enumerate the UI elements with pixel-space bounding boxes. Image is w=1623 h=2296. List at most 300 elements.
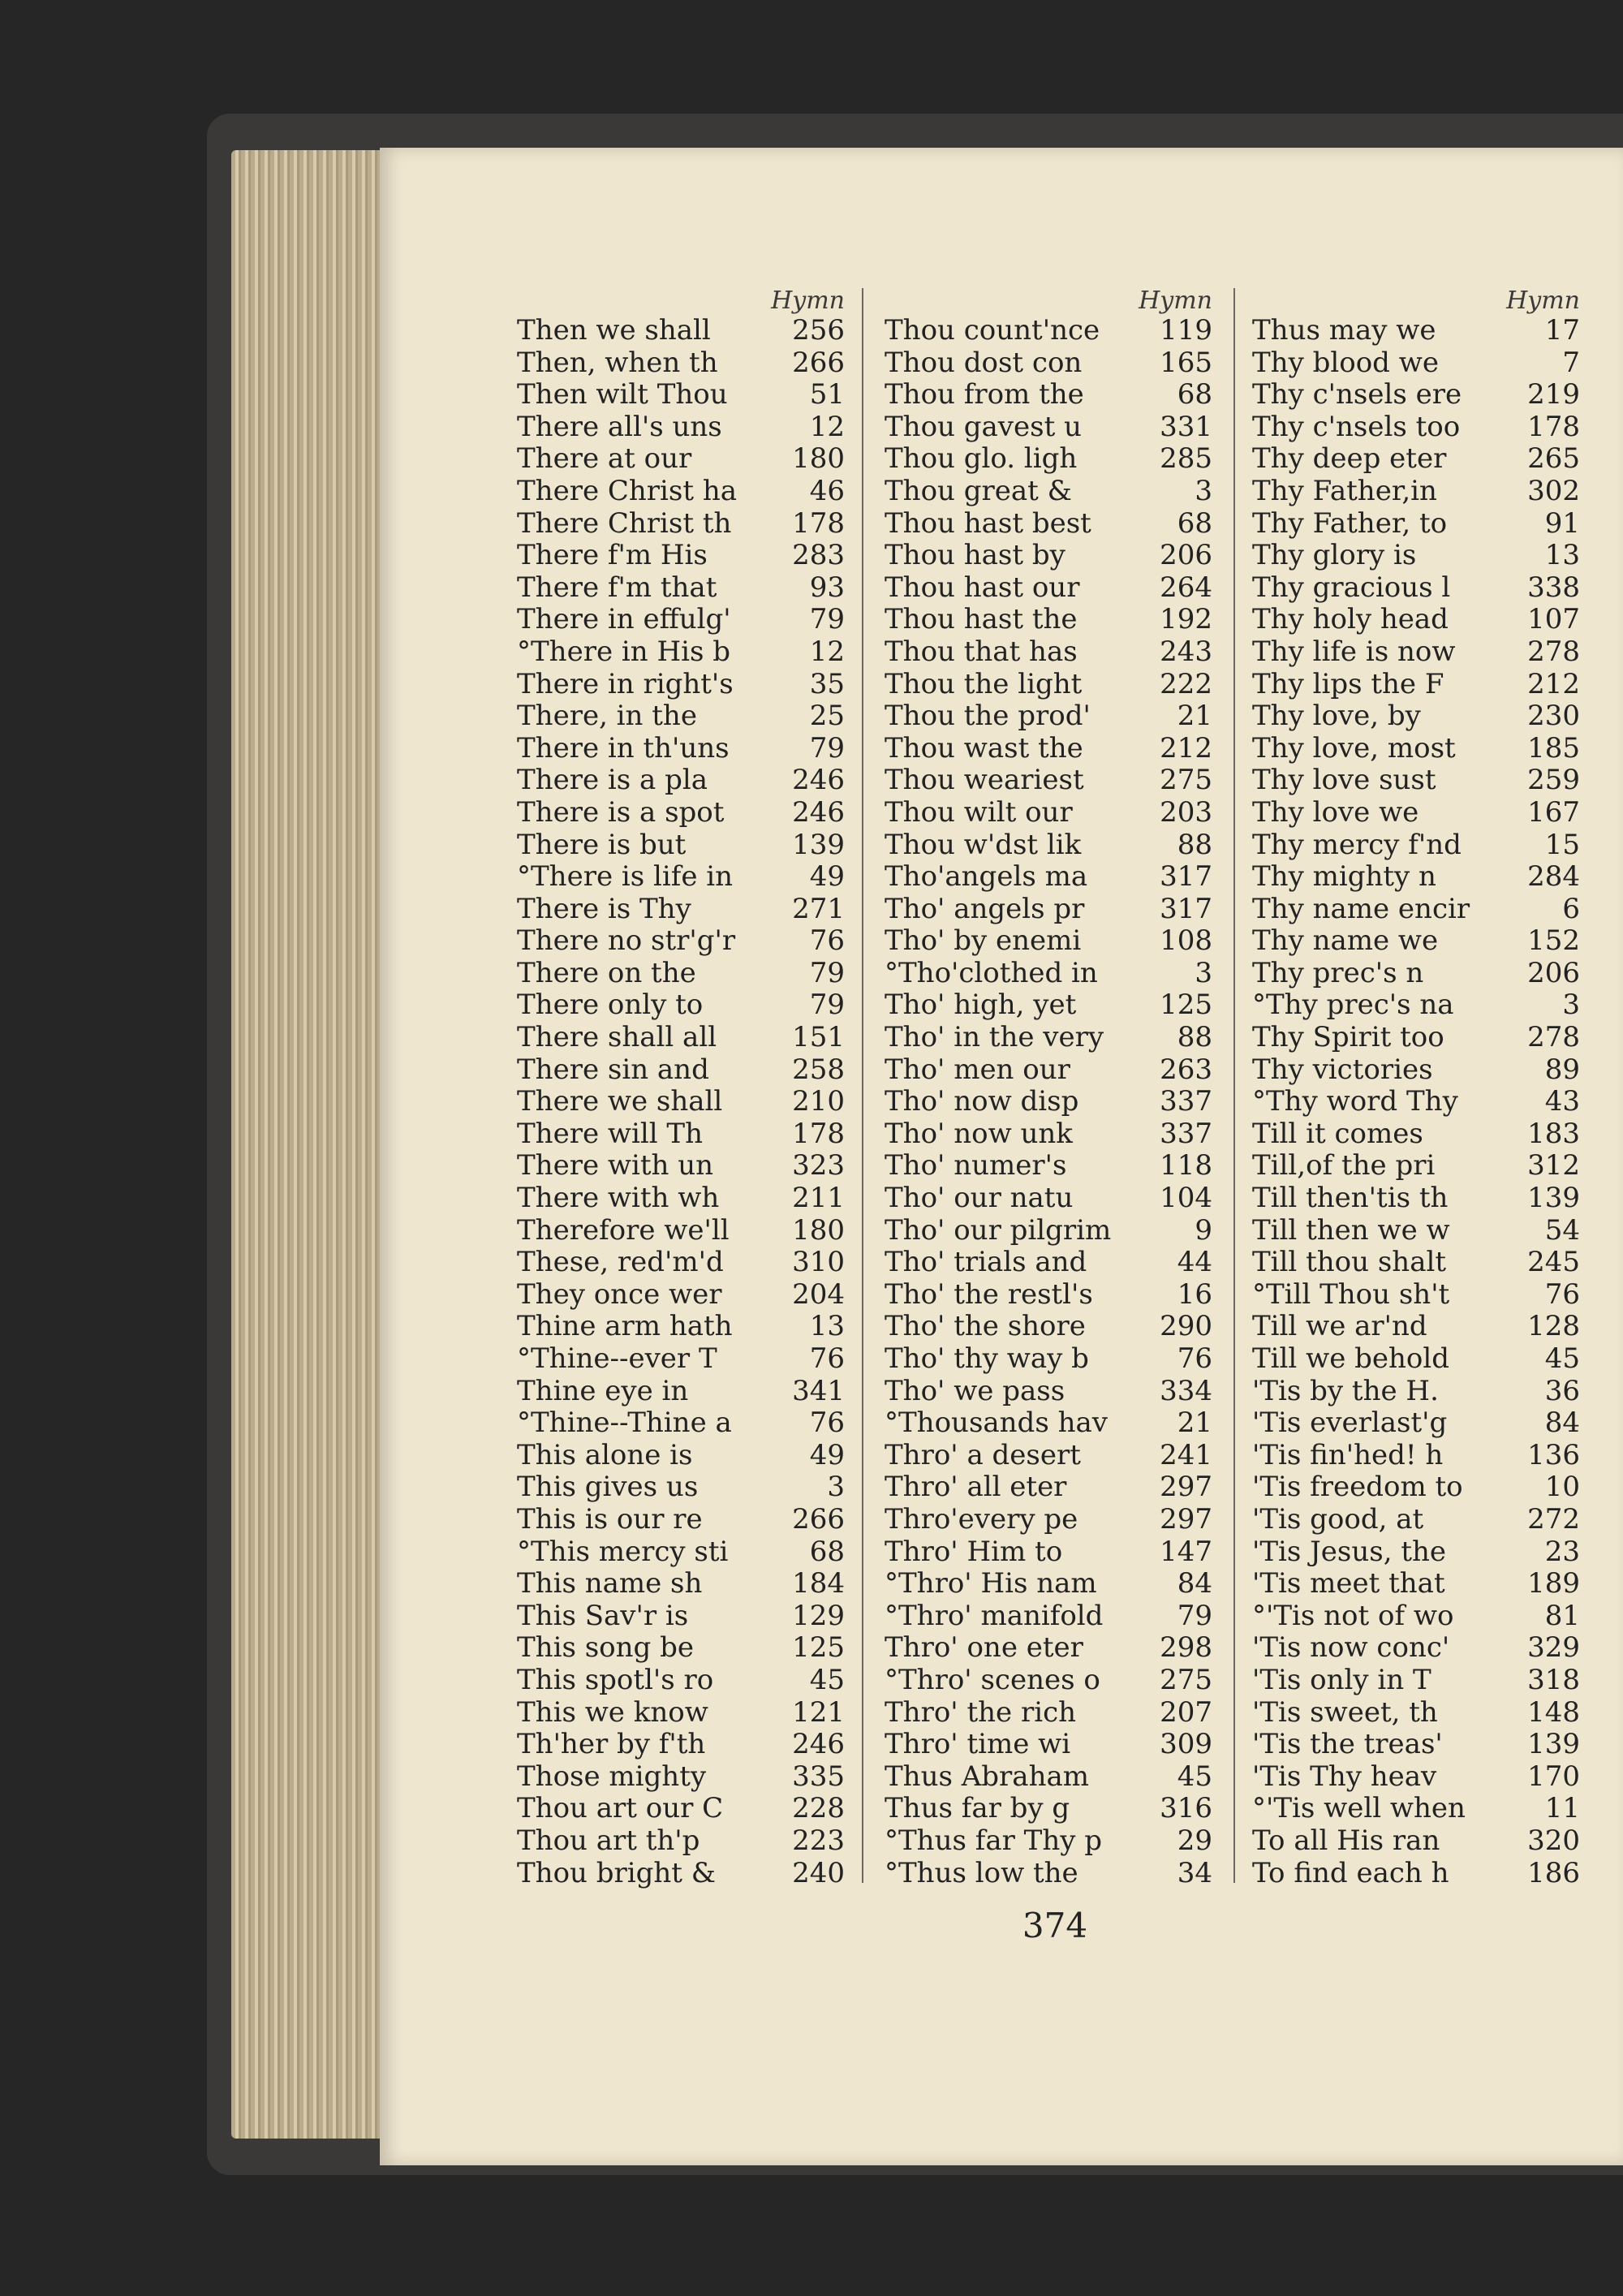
entry-hymn-number: 338	[1527, 571, 1580, 604]
index-entry	[517, 1118, 850, 1151]
entry-title: 'Tis good, at	[1252, 1502, 1424, 1536]
index-entry	[1252, 1247, 1585, 1279]
index-entry	[517, 1665, 850, 1697]
entry-hymn-number: 278	[1527, 1021, 1580, 1054]
index-entry	[1252, 1665, 1585, 1697]
index-entry	[885, 476, 1217, 508]
entry-title: Thou wilt our	[885, 795, 1073, 829]
entry-hymn-number: 178	[792, 1117, 845, 1150]
entry-title: This is our re	[517, 1502, 703, 1536]
entry-list	[517, 315, 850, 1889]
index-entry	[1252, 958, 1585, 990]
index-entry	[517, 1568, 850, 1600]
index-entry	[885, 315, 1217, 347]
entry-title: There f'm His	[517, 539, 708, 572]
entry-title: This spotl's ro	[517, 1663, 714, 1696]
index-column-1	[517, 287, 850, 1889]
entry-title: There all's uns	[517, 410, 722, 443]
entry-title: There shall all	[517, 1021, 717, 1054]
entry-title: Thou gavest u	[885, 410, 1082, 443]
entry-title: Thy prec's n	[1252, 956, 1424, 989]
entry-hymn-number: 186	[1527, 1856, 1580, 1889]
entry-hymn-number: 108	[1160, 924, 1212, 958]
entry-title: Thro' Him to	[885, 1535, 1063, 1568]
entry-title: Thro' a desert	[885, 1438, 1081, 1471]
entry-title: Tho' men our	[885, 1053, 1070, 1086]
page-edges	[231, 150, 394, 2139]
index-entry	[885, 958, 1217, 990]
entry-hymn-number: 258	[792, 1053, 845, 1086]
entry-title: Tho' the shore	[885, 1310, 1086, 1343]
entry-title: There is but	[517, 828, 687, 861]
index-entry	[1252, 1182, 1585, 1215]
entry-hymn-number: 223	[792, 1824, 845, 1857]
index-entry	[517, 540, 850, 572]
entry-title: °Thro' His nam	[885, 1567, 1097, 1600]
index-entry	[517, 1407, 850, 1440]
index-entry	[1252, 1858, 1585, 1890]
index-entry	[517, 1343, 850, 1376]
entry-hymn-number: 318	[1527, 1663, 1580, 1696]
index-entry	[1252, 1054, 1585, 1087]
entry-title: Thy name encir	[1252, 892, 1470, 925]
entry-hymn-number: 136	[1527, 1438, 1580, 1471]
entry-hymn-number: 119	[1160, 314, 1212, 347]
entry-title: °There in His b	[517, 635, 731, 668]
entry-hymn-number: 147	[1160, 1535, 1212, 1568]
index-entry	[1252, 1568, 1585, 1600]
entry-hymn-number: 180	[792, 442, 845, 476]
entry-hymn-number: 337	[1160, 1117, 1212, 1150]
entry-title: Tho'angels ma	[885, 860, 1088, 894]
entry-title: 'Tis only in T	[1252, 1663, 1431, 1696]
entry-hymn-number: 3	[1195, 474, 1212, 507]
entry-title: °'Tis well when	[1252, 1792, 1466, 1825]
entry-title: Till then'tis th	[1252, 1182, 1449, 1215]
entry-hymn-number: 206	[1527, 956, 1580, 989]
entry-title: 'Tis everlast'g	[1252, 1406, 1448, 1440]
entry-hymn-number: 151	[792, 1021, 845, 1054]
index-entry	[1252, 1825, 1585, 1858]
entry-hymn-number: 51	[809, 378, 845, 411]
index-entry	[517, 1504, 850, 1536]
entry-title: °Thine--Thine a	[517, 1406, 732, 1440]
entry-title: 'Tis now conc'	[1252, 1631, 1450, 1665]
entry-hymn-number: 263	[1160, 1053, 1212, 1086]
entry-hymn-number: 43	[1544, 1085, 1580, 1118]
entry-hymn-number: 16	[1177, 1277, 1212, 1311]
entry-hymn-number: 104	[1160, 1182, 1212, 1215]
index-entry	[885, 1600, 1217, 1633]
entry-hymn-number: 11	[1544, 1792, 1580, 1825]
entry-hymn-number: 219	[1527, 378, 1580, 411]
entry-title: Thou wast the	[885, 731, 1083, 765]
entry-hymn-number: 3	[1562, 989, 1580, 1022]
entry-hymn-number: 203	[1160, 795, 1212, 829]
entry-hymn-number: 298	[1160, 1631, 1212, 1665]
entry-title: Thy c'nsels too	[1252, 410, 1461, 443]
entry-title: There with un	[517, 1149, 714, 1182]
entry-hymn-number: 272	[1527, 1502, 1580, 1536]
entry-title: They once wer	[517, 1277, 722, 1311]
index-entry	[885, 636, 1217, 669]
entry-title: Till,of the pri	[1252, 1149, 1436, 1182]
entry-title: Thou that has	[885, 635, 1078, 668]
index-entry	[517, 1247, 850, 1279]
index-entry	[1252, 894, 1585, 926]
index-entry	[885, 1279, 1217, 1312]
index-entry	[517, 1279, 850, 1312]
index-entry	[517, 1086, 850, 1118]
index-entry	[517, 1215, 850, 1247]
entry-hymn-number: 128	[1527, 1310, 1580, 1343]
entry-hymn-number: 44	[1177, 1246, 1212, 1279]
entry-title: Thro' the rich	[885, 1695, 1077, 1729]
entry-title: There only to	[517, 989, 704, 1022]
index-entry	[885, 1536, 1217, 1569]
index-entry	[517, 829, 850, 862]
entry-title: There with wh	[517, 1182, 720, 1215]
entry-hymn-number: 320	[1527, 1824, 1580, 1857]
entry-hymn-number: 183	[1527, 1117, 1580, 1150]
entry-title: There will Th	[517, 1117, 703, 1150]
entry-hymn-number: 312	[1527, 1149, 1580, 1182]
index-entry	[517, 1536, 850, 1569]
index-entry	[1252, 1632, 1585, 1665]
entry-title: Thy love we	[1252, 795, 1419, 829]
page-number: 374	[1022, 1906, 1088, 1945]
index-entry	[517, 925, 850, 958]
entry-hymn-number: 192	[1160, 603, 1212, 636]
entry-hymn-number: 165	[1160, 346, 1212, 379]
entry-title: °Thus far Thy p	[885, 1824, 1102, 1857]
entry-hymn-number: 290	[1160, 1310, 1212, 1343]
index-entry	[885, 1022, 1217, 1054]
index-entry	[517, 347, 850, 380]
entry-title: °Thro' manifold	[885, 1599, 1104, 1632]
index-entry	[885, 347, 1217, 380]
index-entry	[517, 1632, 850, 1665]
entry-hymn-number: 246	[792, 1728, 845, 1761]
entry-hymn-number: 341	[792, 1374, 845, 1407]
index-entry	[885, 1440, 1217, 1472]
entry-title: Th'her by f'th	[517, 1728, 706, 1761]
entry-title: Then wilt Thou	[517, 378, 728, 411]
entry-title: There f'm that	[517, 571, 717, 604]
entry-hymn-number: 180	[792, 1213, 845, 1247]
entry-hymn-number: 246	[792, 795, 845, 829]
entry-title: To find each h	[1252, 1856, 1449, 1889]
entry-hymn-number: 45	[809, 1663, 845, 1696]
entry-title: Thou hast the	[885, 603, 1078, 636]
entry-title: Thro' all eter	[885, 1471, 1067, 1504]
entry-title: Thou glo. ligh	[885, 442, 1078, 476]
entry-title: Those mighty	[517, 1760, 707, 1793]
entry-hymn-number: 76	[809, 924, 845, 958]
entry-title: 'Tis freedom to	[1252, 1471, 1463, 1504]
entry-title: 'Tis by the H.	[1252, 1374, 1439, 1407]
entry-title: There no str'g'r	[517, 924, 736, 958]
column-divider	[1233, 288, 1235, 1883]
entry-title: Thou bright &	[517, 1856, 717, 1889]
entry-hymn-number: 125	[1160, 989, 1212, 1022]
entry-hymn-number: 184	[792, 1567, 845, 1600]
entry-title: Thy love, by	[1252, 700, 1421, 733]
column-header: Hymn	[771, 286, 845, 315]
entry-hymn-number: 309	[1160, 1728, 1212, 1761]
entry-hymn-number: 34	[1177, 1856, 1212, 1889]
entry-title: Thy c'nsels ere	[1252, 378, 1462, 411]
entry-title: Thou hast by	[885, 539, 1065, 572]
index-entry	[885, 1215, 1217, 1247]
entry-hymn-number: 222	[1160, 667, 1212, 700]
entry-hymn-number: 240	[792, 1856, 845, 1889]
index-entry	[517, 1761, 850, 1794]
index-entry	[517, 765, 850, 797]
entry-title: Thro' time wi	[885, 1728, 1071, 1761]
entry-hymn-number: 331	[1160, 410, 1212, 443]
index-entry	[885, 1729, 1217, 1761]
index-entry	[885, 572, 1217, 605]
entry-title: Thro'every pe	[885, 1502, 1078, 1536]
index-entry	[1252, 1343, 1585, 1376]
entry-hymn-number: 246	[792, 764, 845, 797]
entry-title: Thus may we	[1252, 314, 1436, 347]
index-entry	[1252, 1279, 1585, 1312]
entry-hymn-number: 178	[1527, 410, 1580, 443]
entry-hymn-number: 68	[1177, 378, 1212, 411]
entry-hymn-number: 212	[1160, 731, 1212, 765]
index-entry	[1252, 1471, 1585, 1504]
index-entry	[517, 443, 850, 476]
entry-title: 'Tis Jesus, the	[1252, 1535, 1446, 1568]
entry-hymn-number: 259	[1527, 764, 1580, 797]
entry-hymn-number: 228	[792, 1792, 845, 1825]
index-entry	[885, 989, 1217, 1022]
index-entry	[1252, 1311, 1585, 1343]
entry-title: °Thy word Thy	[1252, 1085, 1458, 1118]
index-entry	[517, 476, 850, 508]
entry-hymn-number: 17	[1544, 314, 1580, 347]
index-entry	[885, 1343, 1217, 1376]
entry-title: 'Tis fin'hed! h	[1252, 1438, 1444, 1471]
entry-hymn-number: 35	[809, 667, 845, 700]
entry-hymn-number: 45	[1177, 1760, 1212, 1793]
index-entry	[885, 1793, 1217, 1825]
entry-hymn-number: 79	[809, 989, 845, 1022]
index-entry	[517, 700, 850, 733]
index-entry	[885, 1632, 1217, 1665]
index-entry	[517, 1471, 850, 1504]
entry-title: There on the	[517, 956, 696, 989]
index-entry	[1252, 797, 1585, 829]
entry-title: °Thy prec's na	[1252, 989, 1454, 1022]
index-entry	[885, 540, 1217, 572]
index-entry	[1252, 540, 1585, 572]
index-entry	[1252, 347, 1585, 380]
entry-title: Tho' our pilgrim	[885, 1213, 1112, 1247]
index-entry	[517, 958, 850, 990]
index-entry	[1252, 1697, 1585, 1730]
index-entry	[1252, 1150, 1585, 1182]
entry-title: °Thine--ever T	[517, 1342, 717, 1375]
entry-hymn-number: 204	[792, 1277, 845, 1311]
entry-hymn-number: 10	[1544, 1471, 1580, 1504]
entry-hymn-number: 7	[1562, 346, 1580, 379]
index-entry	[1252, 411, 1585, 444]
entry-hymn-number: 76	[1177, 1342, 1212, 1375]
entry-hymn-number: 3	[1195, 956, 1212, 989]
entry-title: There Christ th	[517, 506, 732, 540]
entry-title: Till then we w	[1252, 1213, 1450, 1247]
entry-hymn-number: 46	[809, 474, 845, 507]
entry-title: °'Tis not of wo	[1252, 1599, 1454, 1632]
index-entry	[885, 1247, 1217, 1279]
entry-title: This song be	[517, 1631, 694, 1665]
index-entry	[1252, 1536, 1585, 1569]
index-entry	[517, 1022, 850, 1054]
index-column-2	[885, 287, 1217, 1889]
entry-title: Thou the prod'	[885, 700, 1091, 733]
index-entry	[885, 1568, 1217, 1600]
column-header: Hymn	[1139, 286, 1212, 315]
entry-title: Thou great &	[885, 474, 1072, 507]
entry-hymn-number: 118	[1160, 1149, 1212, 1182]
entry-hymn-number: 285	[1160, 442, 1212, 476]
entry-hymn-number: 21	[1177, 700, 1212, 733]
entry-hymn-number: 316	[1160, 1792, 1212, 1825]
entry-title: This name sh	[517, 1567, 703, 1600]
entry-hymn-number: 310	[792, 1246, 845, 1279]
entry-hymn-number: 271	[792, 892, 845, 925]
entry-title: Tho' now unk	[885, 1117, 1073, 1150]
index-entry	[885, 1311, 1217, 1343]
index-entry	[517, 1793, 850, 1825]
entry-hymn-number: 93	[809, 571, 845, 604]
entry-hymn-number: 76	[809, 1342, 845, 1375]
entry-title: °Till Thou sh't	[1252, 1277, 1450, 1311]
entry-title: Thou count'nce	[885, 314, 1100, 347]
entry-title: °This mercy sti	[517, 1535, 729, 1568]
entry-title: 'Tis Thy heav	[1252, 1760, 1437, 1793]
index-entry	[517, 1697, 850, 1730]
entry-hymn-number: 297	[1160, 1471, 1212, 1504]
entry-title: Thy blood we	[1252, 346, 1439, 379]
entry-hymn-number: 152	[1527, 924, 1580, 958]
index-entry	[1252, 1407, 1585, 1440]
index-entry	[517, 1182, 850, 1215]
index-entry	[885, 1407, 1217, 1440]
entry-title: Thy mighty n	[1252, 860, 1436, 894]
entry-hymn-number: 49	[809, 1438, 845, 1471]
entry-title: There is a spot	[517, 795, 725, 829]
entry-title: Tho' high, yet	[885, 989, 1077, 1022]
entry-hymn-number: 148	[1527, 1695, 1580, 1729]
index-entry	[517, 894, 850, 926]
entry-hymn-number: 13	[1544, 539, 1580, 572]
entry-hymn-number: 210	[792, 1085, 845, 1118]
entry-title: Tho' trials and	[885, 1246, 1087, 1279]
index-entry	[1252, 1215, 1585, 1247]
entry-title: Thy love sust	[1252, 764, 1436, 797]
entry-hymn-number: 337	[1160, 1085, 1212, 1118]
entry-hymn-number: 334	[1160, 1374, 1212, 1407]
entry-hymn-number: 3	[827, 1471, 845, 1504]
entry-hymn-number: 79	[1177, 1599, 1212, 1632]
index-entry	[885, 861, 1217, 894]
index-entry	[885, 1376, 1217, 1408]
entry-title: Thus far by g	[885, 1792, 1070, 1825]
entry-title: Thy victories	[1252, 1053, 1433, 1086]
entry-hymn-number: 13	[809, 1310, 845, 1343]
entry-title: Thou dost con	[885, 346, 1083, 379]
entry-hymn-number: 256	[792, 314, 845, 347]
index-entry	[885, 1504, 1217, 1536]
index-entry	[517, 669, 850, 701]
entry-title: 'Tis the treas'	[1252, 1728, 1443, 1761]
entry-title: Tho' the restl's	[885, 1277, 1093, 1311]
index-entry	[1252, 1376, 1585, 1408]
entry-title: There is Thy	[517, 892, 691, 925]
entry-hymn-number: 230	[1527, 700, 1580, 733]
entry-title: Thy name we	[1252, 924, 1439, 958]
index-entry	[1252, 1504, 1585, 1536]
index-entry	[885, 1150, 1217, 1182]
entry-hymn-number: 81	[1544, 1599, 1580, 1632]
entry-title: Tho' thy way b	[885, 1342, 1089, 1375]
entry-title: To all His ran	[1252, 1824, 1440, 1857]
entry-title: There is a pla	[517, 764, 708, 797]
entry-title: °Tho'clothed in	[885, 956, 1098, 989]
entry-title: °There is life in	[517, 860, 734, 894]
index-entry	[1252, 476, 1585, 508]
index-entry	[885, 1825, 1217, 1858]
entry-hymn-number: 12	[809, 410, 845, 443]
index-entry	[517, 379, 850, 411]
entry-hymn-number: 297	[1160, 1502, 1212, 1536]
entry-hymn-number: 79	[809, 731, 845, 765]
entry-title: There sin and	[517, 1053, 709, 1086]
entry-hymn-number: 275	[1160, 1663, 1212, 1696]
index-entry	[1252, 379, 1585, 411]
entry-hymn-number: 275	[1160, 764, 1212, 797]
entry-hymn-number: 76	[809, 1406, 845, 1440]
entry-title: Tho' we pass	[885, 1374, 1065, 1407]
index-entry	[517, 861, 850, 894]
index-entry	[885, 700, 1217, 733]
entry-hymn-number: 25	[809, 700, 845, 733]
index-entry	[517, 1311, 850, 1343]
entry-hymn-number: 266	[792, 346, 845, 379]
entry-hymn-number: 264	[1160, 571, 1212, 604]
index-entry	[517, 604, 850, 636]
index-entry	[1252, 604, 1585, 636]
index-entry	[885, 411, 1217, 444]
entry-title: This Sav'r is	[517, 1599, 689, 1632]
index-entry	[517, 315, 850, 347]
entry-hymn-number: 189	[1527, 1567, 1580, 1600]
entry-hymn-number: 212	[1527, 667, 1580, 700]
index-entry	[885, 1118, 1217, 1151]
index-entry	[1252, 669, 1585, 701]
index-entry	[1252, 1793, 1585, 1825]
entry-title: There in right's	[517, 667, 734, 700]
entry-title: Thou the light	[885, 667, 1083, 700]
entry-hymn-number: 125	[792, 1631, 845, 1665]
entry-title: Thou art our C	[517, 1792, 724, 1825]
entry-list	[885, 315, 1217, 1889]
entry-hymn-number: 9	[1195, 1213, 1212, 1247]
